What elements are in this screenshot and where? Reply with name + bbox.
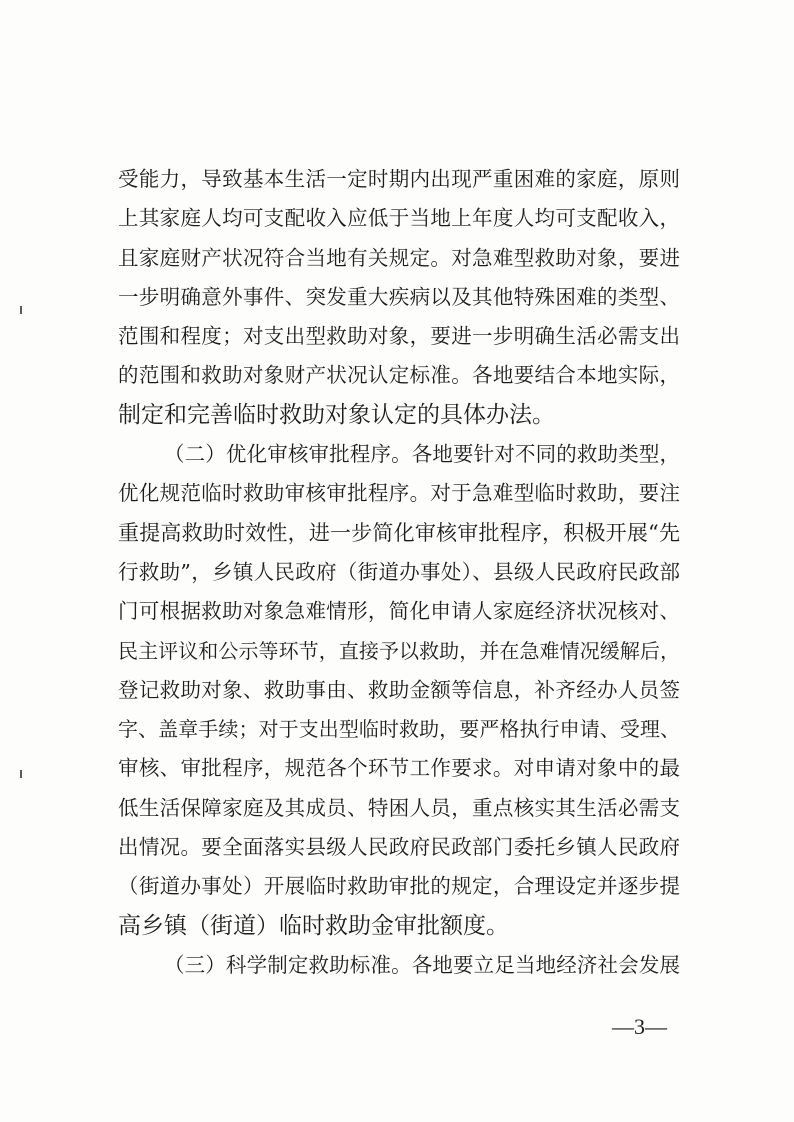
text-line: 范围和程度；对支出型救助对象，要进一步明确生活必需支出 bbox=[118, 324, 680, 349]
text-line: 的范围和救助对象财产状况认定标准。各地要结合本地实际， bbox=[118, 363, 680, 388]
text-line: 重提高救助时效性，进一步简化审核审批程序，积极开展“先 bbox=[118, 520, 680, 545]
text-line: 且家庭财产状况符合当地有关规定。对急难型救助对象，要进 bbox=[118, 245, 680, 270]
text-line: 民主评议和公示等环节，直接予以救助，并在急难情况缓解后， bbox=[118, 638, 680, 663]
binding-mark-top bbox=[20, 306, 22, 314]
text-line: 字、盖章手续；对于支出型临时救助，要严格执行申请、受理、 bbox=[118, 717, 680, 742]
text-line: （街道办事处）开展临时救助审批的规定，合理设定并逐步提 bbox=[118, 874, 680, 899]
text-line: 登记救助对象、救助事由、救助金额等信息，补齐经办人员签 bbox=[118, 677, 680, 702]
binding-mark-bottom bbox=[20, 770, 22, 778]
text-line: 审核、审批程序，规范各个环节工作要求。对申请对象中的最 bbox=[118, 756, 680, 781]
text-line: 上其家庭人均可支配收入应低于当地上年度人均可支配收入， bbox=[118, 206, 680, 231]
text-line: 高乡镇（街道）临时救助金审批额度。 bbox=[118, 912, 509, 939]
text-line: 行救助”，乡镇人民政府（街道办事处）、县级人民政府民政部 bbox=[118, 559, 680, 584]
text-line: 受能力，导致基本生活一定时期内出现严重困难的家庭，原则 bbox=[118, 167, 680, 191]
text-line: 门可根据救助对象急难情形，简化申请人家庭经济状况核对、 bbox=[118, 599, 680, 624]
text-line: 优化规范临时救助审核审批程序。对于急难型临时救助，要注 bbox=[118, 481, 680, 506]
page-number: —3— bbox=[612, 1014, 667, 1039]
text-line: 一步明确意外事件、突发重大疾病以及其他特殊困难的类型、 bbox=[118, 284, 680, 309]
text-line: 低生活保障家庭及其成员、特困人员，重点核实其生活必需支 bbox=[118, 795, 680, 820]
section-heading-line: （三）科学制定救助标准。各地要立足当地经济社会发展 bbox=[164, 952, 680, 977]
text-line: 出情况。要全面落实县级人民政府民政部门委托乡镇人民政府 bbox=[118, 835, 680, 860]
text-line: 制定和完善临时救助对象认定的具体办法。 bbox=[118, 401, 555, 428]
body-text bbox=[118, 160, 680, 985]
section-heading-line: （二）优化审核审批程序。各地要针对不同的救助类型， bbox=[164, 442, 680, 467]
